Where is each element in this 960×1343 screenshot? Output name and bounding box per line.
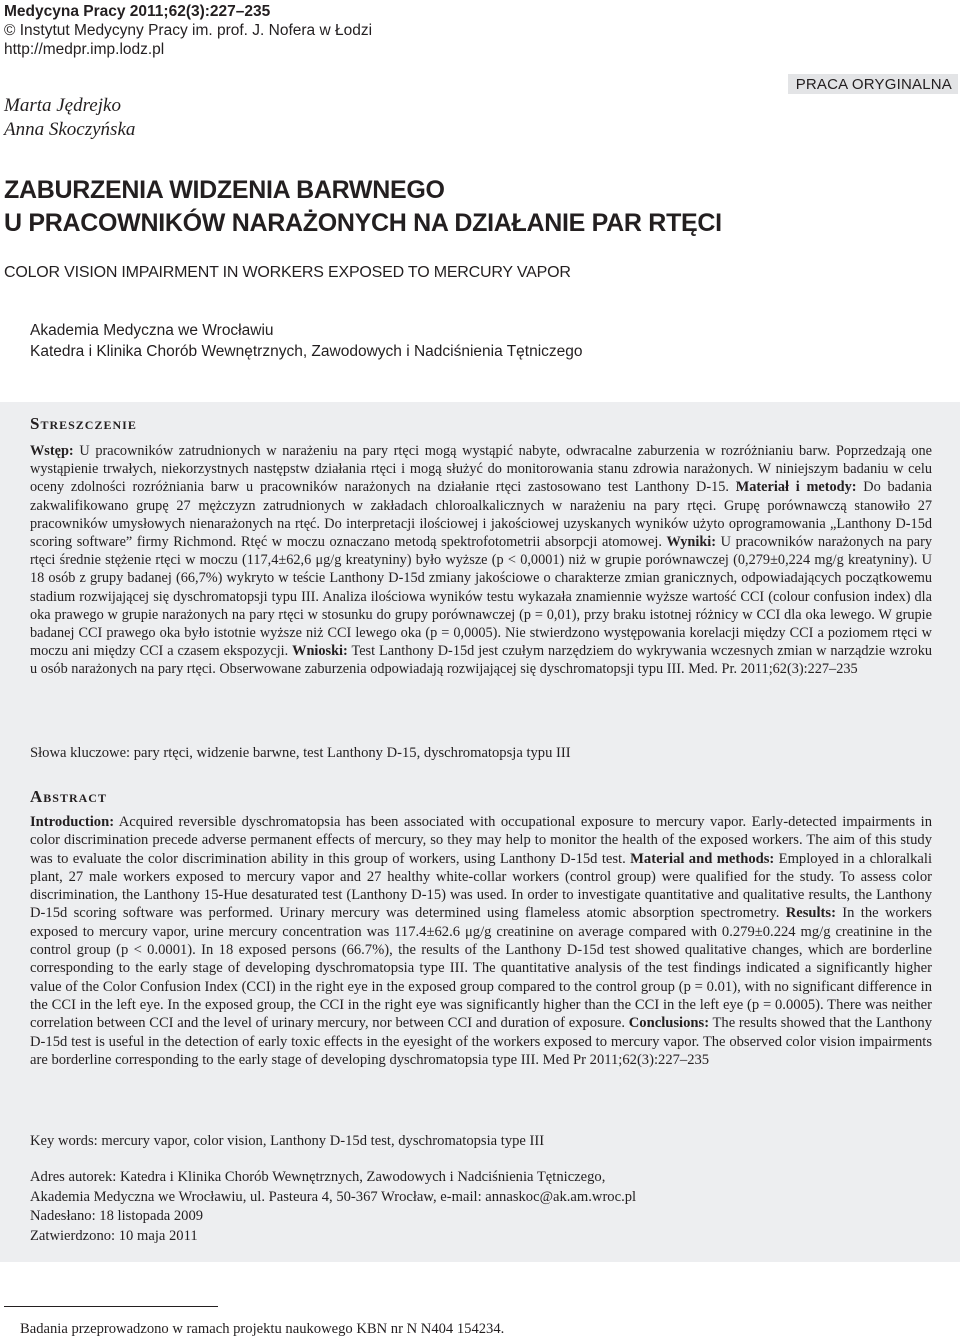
affiliation xyxy=(30,320,583,362)
text-wyniki: U pracowników narażonych na pary rtęci średnie stężenie rtęci w moczu (117,4±62,6 μg/g kreatyniny) było wyższe (p < 0,0001) niż w grupie porównawczej (0,279±0,224 mg/g kreatyniny). U 18 osób z grupy badanej (66,7%) wykryto w teście Lanthony D-15d zmiany jakościowe o charakterze zmian granicznych, odpowiadających początkowemu stadium rozwijającej się dyschromatopsji typu III. Analiza ilościowa wyników testu wykazała znamiennie wyższe wartość CCI (colour confusion index) dla oka prawego w grupie narażonych na pary rtęci w stosunku do grupy porównawczej (p = 0,01), przy braku istotnej różnicy w CCI dla oka lewego. W grupie badanej CCI prawego oka było istotnie wyższe niż CCI lewego oka (p = 0,0005). Nie stwierdzono występowania korelacji między CCI a poziomem rtęci w moczu ani między CCI a czasem ekspozycji. xyxy=(30,534,933,660)
author-list xyxy=(4,94,135,142)
label-wstep: Wstęp: xyxy=(30,443,74,459)
title-line: ZABURZENIA WIDZENIA BARWNEGO xyxy=(4,176,445,204)
label-methods: Material and methods: xyxy=(630,850,775,867)
text-methods: Employed in a chloralkali plant, 27 male workers exposed to mercury vapor and 27 healthy white-collar workers (control group) were qualified for the study. To assess color discrimination, the Lanthony 15-Hue desaturated test (Lanthony D-15) was used. In order to investigate quantitative and qualitative results, the Lanthony D-15d scoring software was performed. Urinary mercury was determined using flameless atomic absorption spectrometry. xyxy=(30,850,932,922)
author-name: Anna Skoczyńska xyxy=(4,119,136,140)
abstract-body xyxy=(30,813,932,1069)
text-results: In the workers exposed to mercury vapor, urine mercury concentration was 117.4±62.6 μg/g creatinine on average compared with 0.279±0.224 mg/g creatinine in the control group (p < 0.0001). In 18 exposed persons (66.7%), the results of the Lanthony D-15d test showed qualitative changes, which are borderline corresponding to the early stage of developing dyschromatopsia type III. The quantitative analysis of the test findings indicated a significantly higher value of the Color Confusion Index (CCI) in the right eye in the exposed group compared to the control group (p = 0.01), with no significant difference in the CCI in the left eye. In the exposed group, the CCI in the right eye was significantly higher than the CCI in the left eye (p = 0.0005). There was neither correlation between CCI and the level of urinary mercury, nor between CCI and duration of exposure. xyxy=(30,905,932,1032)
keywords-en: Key words: mercury vapor, color vision, Lanthony D-15d test, dyschromatopsia type III xyxy=(30,1133,545,1149)
title-polish xyxy=(4,174,722,240)
article-type-badge: PRACA ORYGINALNA xyxy=(788,74,958,94)
address-line: Akademia Medyczna we Wrocławiu, ul. Pasteura 4, 50-367 Wrocław, e-mail: annaskoc@ak.am.wroc.pl xyxy=(30,1188,637,1205)
author-name: Marta Jędrejko xyxy=(4,95,121,116)
abstract-heading: Abstract xyxy=(30,787,107,806)
text-conclusions: The results showed that the Lanthony D-15d test is useful in the detection of early toxic effects in the eyesight of the workers exposed to mercury vapor. The observed color vision impairments are borderline corresponding to the early stage of developing dyschromatopsia type III. Med Pr 2011;62(3):227–235 xyxy=(30,1015,932,1068)
text-introduction: Acquired reversible dyschromatopsia has been associated with occupational exposure to mercury vapor. Early-detected impairments in color discrimination precede adverse permanent effects of mercury, so they may help to monitor the health of the exposed workers. The aim of this study was to evaluate the color discrimination ability in this group of workers, using Lanthony D-15d test. xyxy=(30,814,932,867)
streszczenie-body xyxy=(30,442,932,679)
label-results: Results: xyxy=(785,905,836,922)
streszczenie-heading: Streszczenie xyxy=(30,414,137,433)
footnote-divider xyxy=(4,1306,218,1307)
journal-copyright: © Instytut Medycyny Pracy im. prof. J. Nofera w Łodzi xyxy=(4,22,373,39)
affiliation-line: Akademia Medyczna we Wrocławiu xyxy=(30,322,274,339)
title-line: U PRACOWNIKÓW NARAŻONYCH NA DZIAŁANIE PAR RTĘCI xyxy=(4,209,722,237)
received-date: Nadesłano: 18 listopada 2009 xyxy=(30,1208,204,1224)
label-conclusions: Conclusions: xyxy=(628,1015,710,1032)
label-wyniki: Wyniki: xyxy=(666,534,717,551)
label-metody: Materiał i metody: xyxy=(735,479,857,496)
text-wnioski: Test Lanthony D-15d jest czułym narzędziem do wykrywania wczesnych zmian w narządzie wzroku u osób narażonych na pary rtęci. Obserwowane zaburzenia odpowiadają rozwijającej się dyschromatopsji typu III. Med. Pr. 2011;62(3):227–235 xyxy=(30,643,932,678)
journal-url[interactable]: http://medpr.imp.lodz.pl xyxy=(4,41,165,58)
journal-citation: Medycyna Pracy 2011;62(3):227–235 xyxy=(4,3,271,20)
journal-header xyxy=(4,2,372,59)
label-wnioski: Wnioski: xyxy=(292,643,348,660)
correspondence-address xyxy=(30,1168,636,1246)
footnote: Badania przeprowadzono w ramach projektu naukowego KBN nr N N404 154234. xyxy=(20,1321,505,1337)
text-metody: Do badania zakwalifikowano grupę 27 mężczyzn zatrudnionych w zakładach chloroalkalicznych w narażeniu na pary rtęci. Grupę porównawczą stanowiło 27 pracowników umysłowych nienarażonych na rtęć. Do interpretacji ilościowej i jakościowej uzyskanych wyników użyto oprogramowania „Lanthony D-15d scoring software” firmy Richmond. Rtęć w moczu oznaczano metodą spektrofotometrii absorpcji atomowej. xyxy=(30,479,932,551)
text-wstep: U pracowników zatrudnionych w narażeniu na pary rtęci mogą wystąpić nabyte, odwracalne zaburzenia w rozróżnianiu barw. Poprzedzają one wystąpienie trwałych, niekorzystnych następstw działania rtęci i mogą służyć do monitorowania stanu zdrowia narażonych. W niniejszym badaniu w celu oceny zdolności rozróżniania barw u pracowników narażonych na działanie rtęci zastosowano test Lanthony D-15. xyxy=(30,443,932,496)
address-line: Adres autorek: Katedra i Klinika Chorób Wewnętrznych, Zawodowych i Nadciśnienia Tętniczego, xyxy=(30,1169,606,1185)
keywords-pl: Słowa kluczowe: pary rtęci, widzenie barwne, test Lanthony D-15, dyschromatopsja typu III xyxy=(30,745,571,761)
label-introduction: Introduction: xyxy=(30,814,115,830)
title-english: COLOR VISION IMPAIRMENT IN WORKERS EXPOSED TO MERCURY VAPOR xyxy=(4,264,571,281)
accepted-date: Zatwierdzono: 10 maja 2011 xyxy=(30,1227,198,1244)
affiliation-line: Katedra i Klinika Chorób Wewnętrznych, Zawodowych i Nadciśnienia Tętniczego xyxy=(30,343,583,360)
